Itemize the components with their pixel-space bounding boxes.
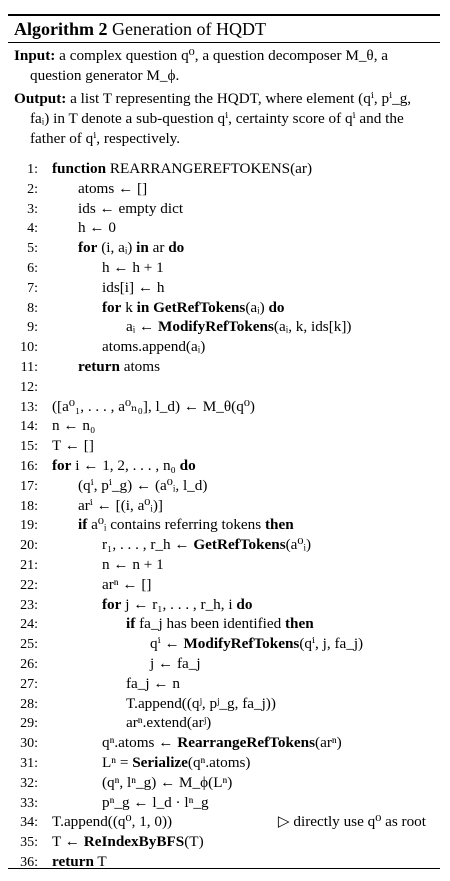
line-number: 28: [20,696,38,712]
line-code: T.append((q⁰, 1, 0)) [52,813,173,831]
line-number: 30: [20,736,38,752]
line-code: Lⁿ = Serialize(qⁿ.atoms) [102,753,251,771]
algorithm-line [12,832,440,852]
line-number: 3: [27,201,38,217]
line-code: return T [52,852,107,870]
algorithm-line [12,436,440,456]
line-number: 18: [20,498,38,514]
algorithm-name: Generation of HQDT [112,19,266,39]
algorithm-line [12,199,440,219]
line-number: 8: [27,300,38,316]
algorithm-box [8,14,440,872]
line-code: for (i, aᵢ) in ar do [78,239,185,257]
algorithm-line [12,654,440,674]
algorithm-line [12,555,440,575]
algorithm-line [12,337,440,357]
output-label: Output: [14,90,67,107]
algorithm-line [12,496,440,516]
line-number: 13: [20,399,38,415]
line-number: 29: [20,716,38,732]
bottom-rule [8,868,440,869]
line-code: qⁿ.atoms ← RearrangeRefTokens(arⁿ) [102,734,342,752]
algorithm-line [12,357,440,377]
line-number: 33: [20,795,38,811]
line-code: T ← ReIndexByBFS(T) [52,833,204,851]
algorithm-label: Algorithm 2 [14,19,108,39]
line-code: ([a⁰₁, . . . , a⁰ₙ₀], l_d) ← M_θ(q⁰) [52,397,255,415]
line-code: qⁱ ← ModifyRefTokens(qⁱ, j, fa_j) [150,635,364,653]
input-label: Input: [14,47,56,64]
algorithm-line [12,793,440,813]
line-number: 22: [20,577,38,593]
line-code: ids ← empty dict [78,199,184,217]
line-number: 14: [20,419,38,435]
line-code: for j ← r₁, . . . , r_h, i do [102,595,253,613]
line-number: 23: [20,597,38,613]
algorithm-line [12,397,440,417]
line-code: n ← n + 1 [102,555,164,573]
line-code: return atoms [78,357,160,375]
line-code: ids[i] ← h [102,278,165,296]
algorithm-line [12,258,440,278]
line-code: fa_j ← n [126,674,180,692]
algorithm-lines [8,159,440,872]
algorithm-line [12,614,440,634]
line-number: 15: [20,439,38,455]
line-number: 31: [20,755,38,771]
algorithm-title [8,16,440,43]
line-code: arⁱ ← [(i, a⁰ᵢ)] [78,496,163,514]
line-code: n ← n₀ [52,417,96,435]
algorithm-line [12,733,440,753]
algorithm-line [12,694,440,714]
line-number: 20: [20,538,38,554]
line-number: 21: [20,557,38,573]
line-number: 10: [20,340,38,356]
line-number: 32: [20,775,38,791]
output-text: a list T representing the HQDT, where element (qⁱ, pⁱ_g, faᵢ) in T denote a sub-question qⁱ, certainty score of qⁱ and the father of qⁱ, respectively. [30,90,412,147]
line-number: 36: [20,854,38,870]
algorithm-line [12,713,440,733]
line-code: for k in GetRefTokens(aᵢ) do [102,298,285,316]
line-number: 5: [27,241,38,257]
line-number: 9: [27,320,38,336]
algorithm-line [12,456,440,476]
algorithm-line [12,377,440,397]
line-code: h ← h + 1 [102,258,164,276]
line-comment: ▷ directly use q⁰ as root [277,813,426,831]
line-number: 7: [27,280,38,296]
line-code: atoms.append(aᵢ) [102,338,206,356]
input-block [8,43,440,86]
line-number: 26: [20,656,38,672]
line-number: 11: [20,359,38,375]
line-code: arⁿ ← [] [102,575,152,593]
algorithm-line [12,238,440,258]
line-code: arⁿ.extend(arʲ) [126,714,212,732]
line-number: 12: [20,379,38,395]
line-code: atoms ← [] [78,179,148,197]
line-number: 24: [20,617,38,633]
algorithm-line [12,278,440,298]
algorithm-line [12,634,440,654]
output-block [8,86,440,149]
line-code: T.append((qʲ, pʲ_g, fa_j)) [126,694,276,712]
line-code: j ← fa_j [150,654,201,672]
line-code: if a⁰ᵢ contains referring tokens then [78,516,294,534]
algorithm-line [12,476,440,496]
algorithm-line [12,416,440,436]
algorithm-line [12,575,440,595]
line-number: 17: [20,478,38,494]
line-code: pⁿ_g ← l_d · lⁿ_g [102,793,209,811]
line-number: 19: [20,518,38,534]
input-text: a complex question q⁰, a question decomposer M_θ, a question generator M_ϕ. [30,47,389,84]
line-code: r₁, . . . , r_h ← GetRefTokens(a⁰ᵢ) [102,536,312,554]
line-code: h ← 0 [78,219,116,237]
line-number: 35: [20,835,38,851]
algorithm-line [12,812,440,832]
line-code: if fa_j has been identified then [126,615,314,633]
line-number: 34: [20,815,38,831]
algorithm-line [12,773,440,793]
algorithm-line [12,179,440,199]
line-code: aᵢ ← ModifyRefTokens(aᵢ, k, ids[k]) [126,318,352,336]
algorithm-line [12,595,440,615]
algorithm-line [12,159,440,179]
line-code: T ← [] [52,437,94,455]
line-number: 16: [20,458,38,474]
algorithm-line [12,317,440,337]
line-code: for i ← 1, 2, . . . , n₀ do [52,456,196,474]
line-number: 2: [27,181,38,197]
algorithm-line [12,218,440,238]
line-code: (qⁱ, pⁱ_g) ← (a⁰ᵢ, l_d) [78,476,208,494]
algorithm-line [12,535,440,555]
line-code: function REARRANGEREFTOKENS(ar) [52,160,313,177]
line-number: 25: [20,637,38,653]
line-number: 27: [20,676,38,692]
line-number: 4: [27,221,38,237]
algorithm-line [12,674,440,694]
line-number: 6: [27,260,38,276]
algorithm-line [12,753,440,773]
line-code: (qⁿ, lⁿ_g) ← M_ϕ(Lⁿ) [102,773,233,791]
algorithm-line [12,515,440,535]
algorithm-line [12,298,440,318]
line-number: 1: [27,162,38,177]
